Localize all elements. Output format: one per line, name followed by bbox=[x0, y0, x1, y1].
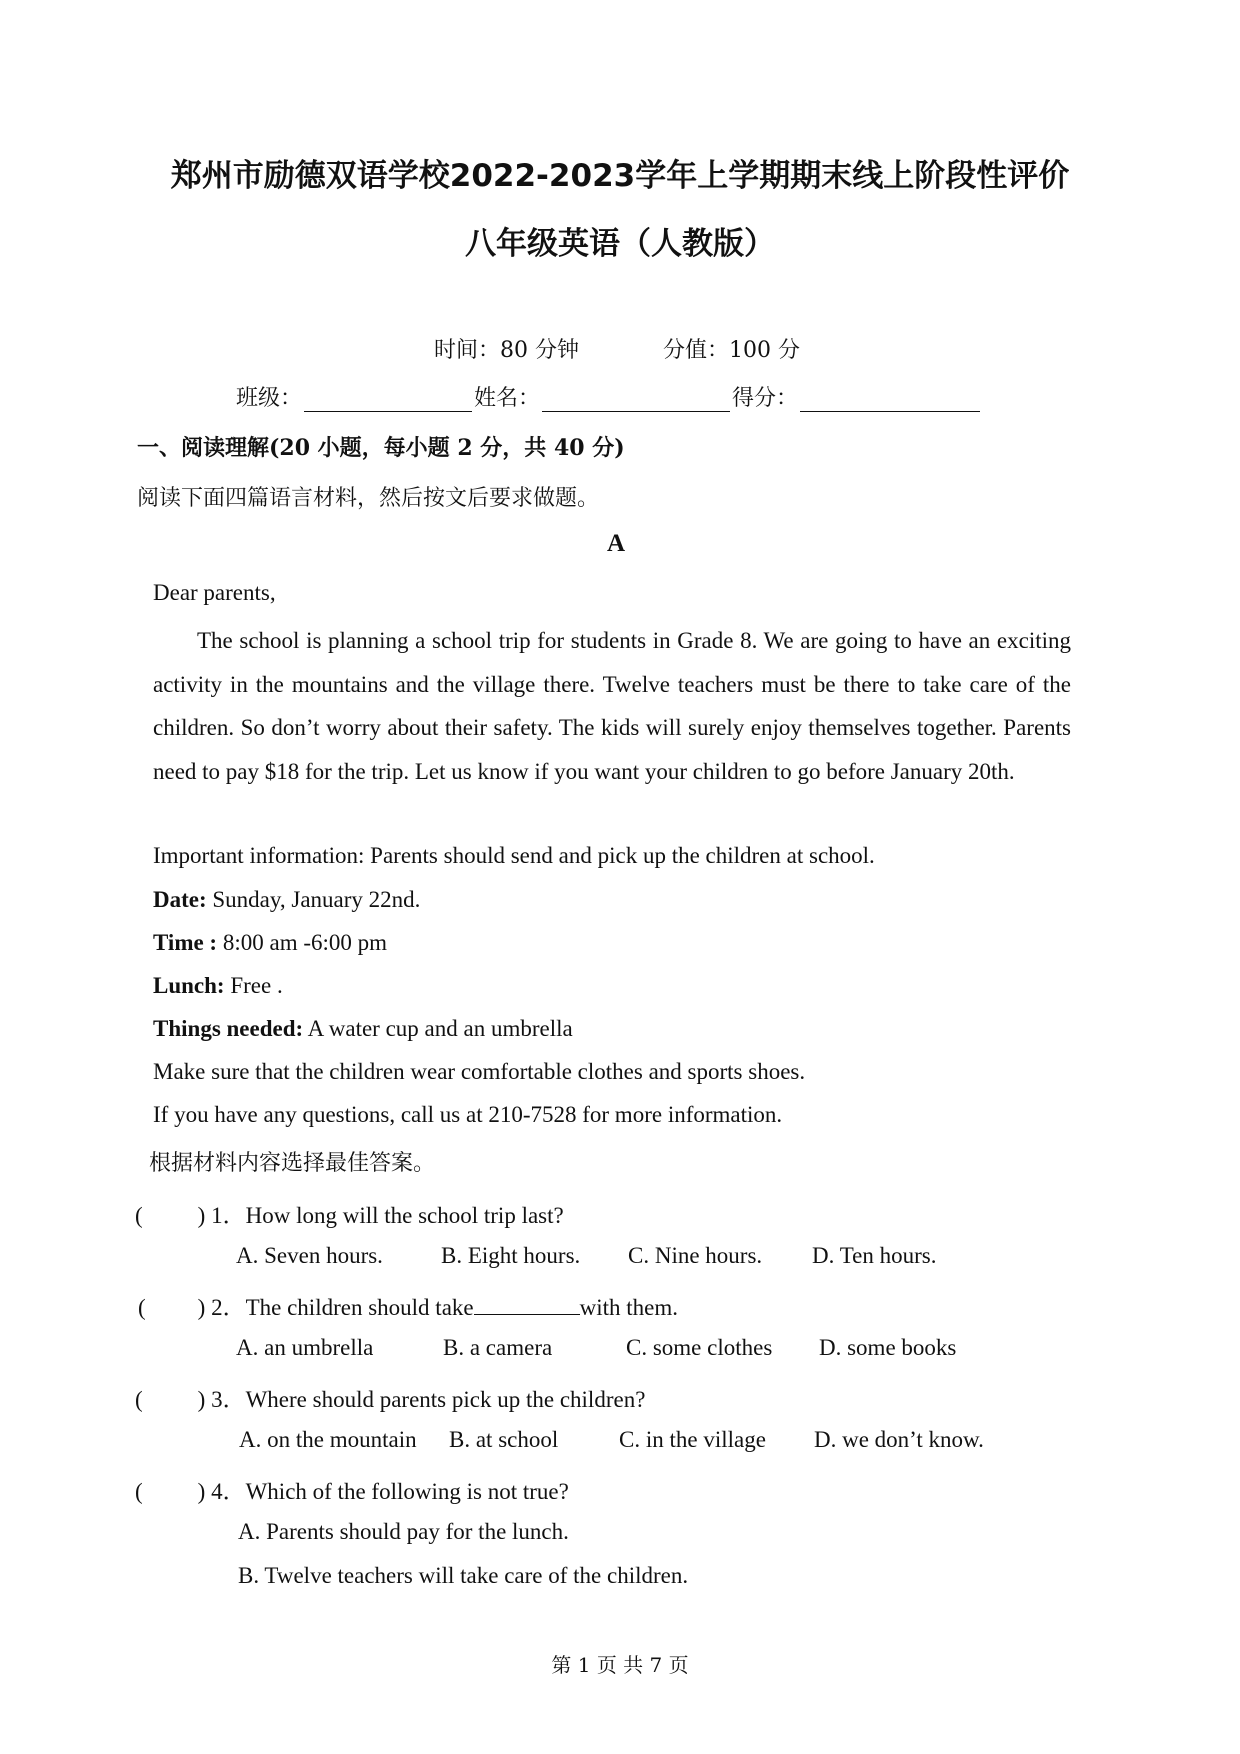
task-instruction: 根据材料内容选择最佳答案。 bbox=[149, 1151, 436, 1176]
answer-paren-open: ( bbox=[135, 1387, 143, 1412]
passage-label: A bbox=[607, 530, 626, 557]
contact-line: If you have any questions, call us at 210-7528 for more information. bbox=[153, 1102, 783, 1127]
option-4b[interactable]: B. Twelve teachers will take care of the children. bbox=[238, 1563, 689, 1588]
question-1 bbox=[135, 1197, 564, 1230]
option-1c[interactable]: C. Nine hours. bbox=[628, 1243, 763, 1268]
time-value: 8:00 am -6:00 pm bbox=[217, 930, 388, 955]
option-1d[interactable]: D. Ten hours. bbox=[812, 1243, 937, 1268]
question-number: ) 1． bbox=[197, 1203, 246, 1228]
question-2 bbox=[138, 1289, 678, 1322]
lunch-label: Lunch: bbox=[153, 973, 225, 998]
question-stem-after: with them. bbox=[579, 1295, 678, 1320]
answer-paren-open: ( bbox=[135, 1479, 143, 1504]
name-label: 姓名： bbox=[474, 386, 541, 411]
option-2d[interactable]: D. some books bbox=[819, 1335, 957, 1360]
option-2b[interactable]: B. a camera bbox=[443, 1335, 553, 1360]
time-label: Time : bbox=[153, 930, 218, 955]
passage-greeting: Dear parents, bbox=[153, 580, 276, 605]
section-instruction: 阅读下面四篇语言材料，然后按文后要求做题。 bbox=[137, 486, 600, 511]
things-line bbox=[153, 1016, 573, 1042]
answer-paren-open: ( bbox=[138, 1295, 146, 1320]
question-number: ) 3． bbox=[197, 1387, 246, 1412]
fill-blank[interactable] bbox=[474, 1294, 580, 1315]
question-stem-before: The children should take bbox=[245, 1295, 474, 1320]
question-number: ) 4． bbox=[197, 1479, 246, 1504]
question-3 bbox=[135, 1381, 645, 1414]
question-4 bbox=[135, 1473, 569, 1506]
date-label: Date: bbox=[153, 887, 207, 912]
exam-time: 时间：80 分钟 bbox=[434, 338, 579, 363]
option-2c[interactable]: C. some clothes bbox=[626, 1335, 773, 1360]
name-field[interactable] bbox=[542, 389, 730, 412]
question-number: ) 2． bbox=[197, 1295, 246, 1320]
class-field[interactable] bbox=[304, 389, 472, 412]
lunch-value: Free . bbox=[224, 973, 283, 998]
option-1b[interactable]: B. Eight hours. bbox=[441, 1243, 581, 1268]
exam-title: 郑州市励德双语学校2022-2023学年上学期期末线上阶段性评价 bbox=[170, 158, 1070, 194]
points-field[interactable] bbox=[800, 389, 980, 412]
date-line bbox=[153, 887, 420, 913]
option-3a[interactable]: A. on the mountain bbox=[239, 1427, 417, 1452]
passage-body: The school is planning a school trip for students in Grade 8. We are going to have an exciting activity in the mountains and the village there. Twelve teachers must be there to take care of the children. So don’t worry about their safety. The kids will surely enjoy themselves together. Parents need to pay $18 for the trip. Let us know if you want your children to go before January 20th. bbox=[153, 628, 1071, 784]
student-info-row bbox=[236, 381, 982, 412]
option-3c[interactable]: C. in the village bbox=[619, 1427, 766, 1452]
things-value: A water cup and an umbrella bbox=[303, 1016, 573, 1041]
option-3b[interactable]: B. at school bbox=[449, 1427, 559, 1452]
question-stem: Which of the following is not true? bbox=[245, 1479, 569, 1504]
section-heading: 一、阅读理解(20 小题，每小题 2 分，共 40 分) bbox=[137, 435, 625, 461]
date-value: Sunday, January 22nd. bbox=[206, 887, 421, 912]
things-label: Things needed: bbox=[153, 1016, 304, 1041]
question-stem: How long will the school trip last? bbox=[245, 1203, 564, 1228]
time-line bbox=[153, 930, 387, 956]
option-1a[interactable]: A. Seven hours. bbox=[236, 1243, 383, 1268]
lunch-line bbox=[153, 973, 283, 999]
option-4a[interactable]: A. Parents should pay for the lunch. bbox=[238, 1519, 569, 1544]
important-info: Important information: Parents should send and pick up the children at school. bbox=[153, 843, 875, 868]
class-label: 班级： bbox=[236, 386, 303, 411]
exam-subtitle: 八年级英语（人教版） bbox=[465, 226, 775, 262]
option-2a[interactable]: A. an umbrella bbox=[236, 1335, 374, 1360]
page-footer: 第 1 页 共 7 页 bbox=[551, 1653, 689, 1677]
question-stem: Where should parents pick up the children? bbox=[245, 1387, 646, 1412]
clothes-line: Make sure that the children wear comfortable clothes and sports shoes. bbox=[153, 1059, 806, 1084]
answer-paren-open: ( bbox=[135, 1203, 143, 1228]
option-3d[interactable]: D. we don’t know. bbox=[814, 1427, 984, 1452]
exam-score: 分值：100 分 bbox=[663, 338, 800, 363]
points-label: 得分： bbox=[732, 386, 799, 411]
